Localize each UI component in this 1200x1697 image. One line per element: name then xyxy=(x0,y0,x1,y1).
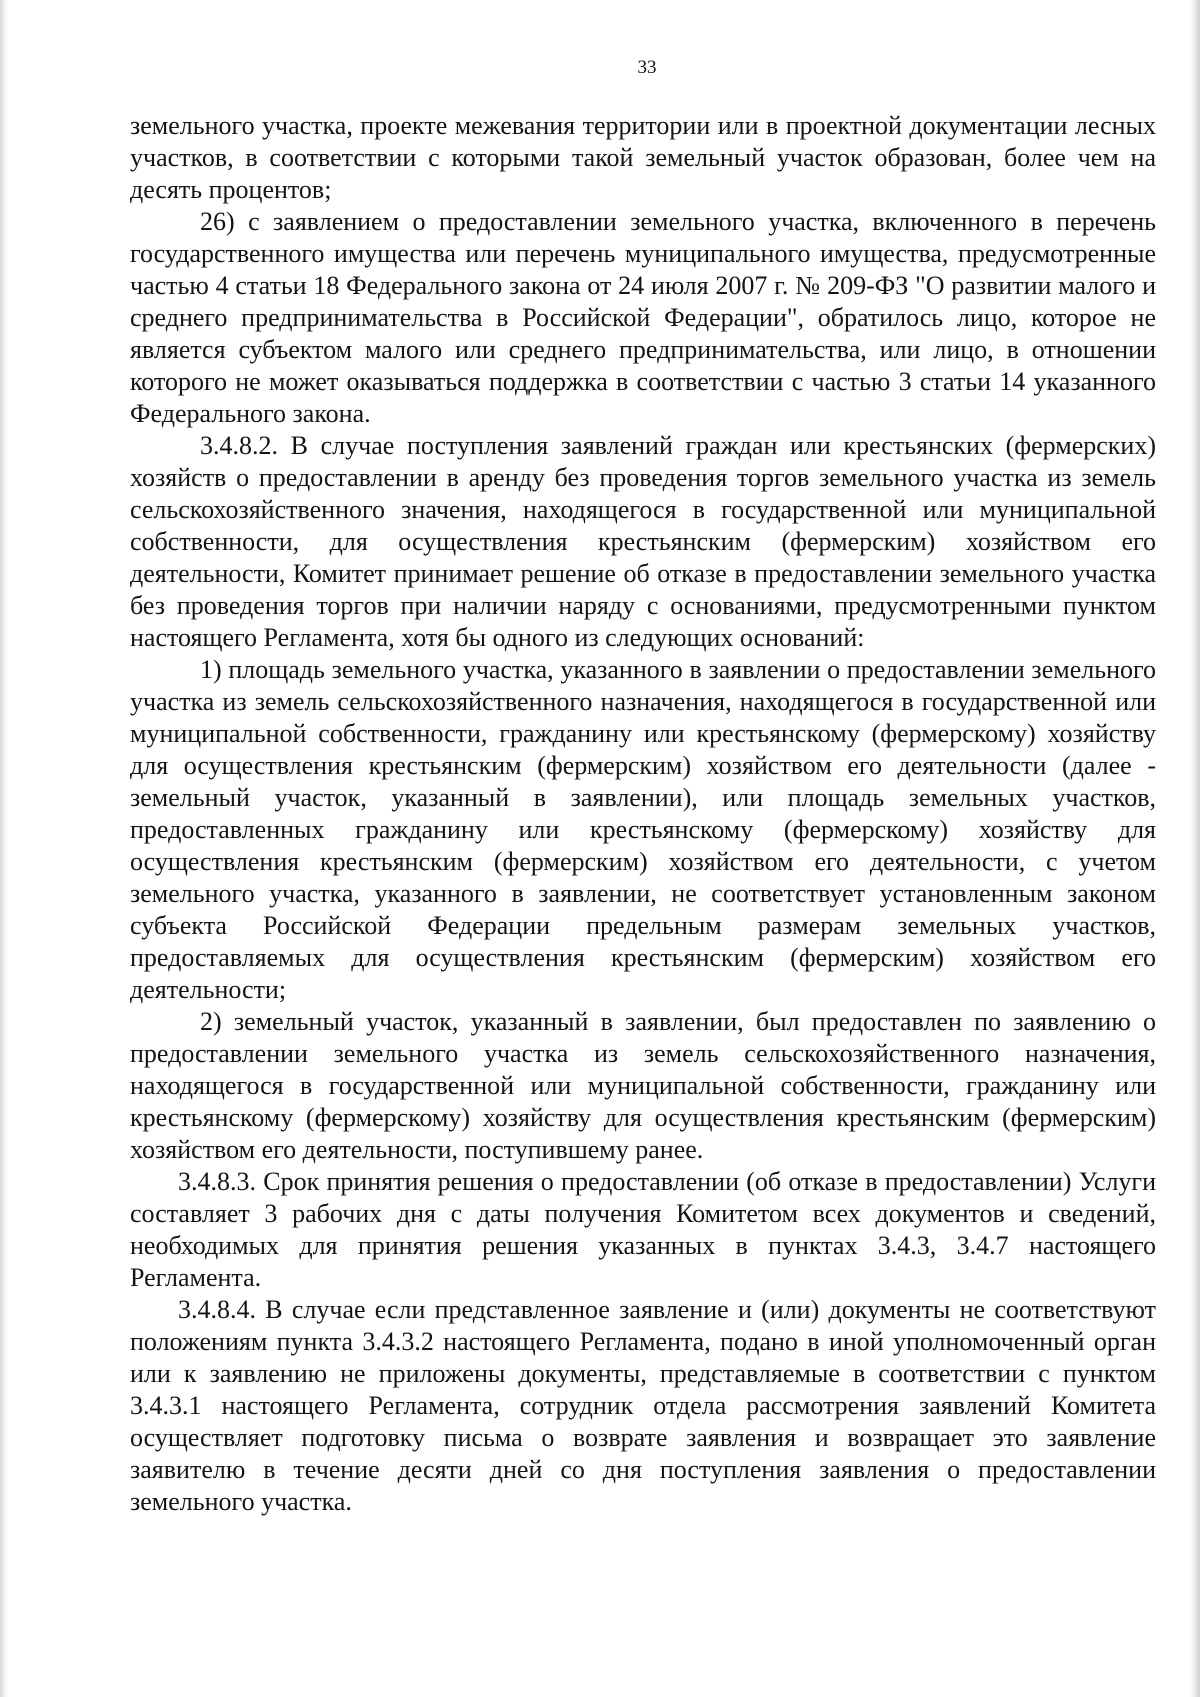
document-body xyxy=(130,110,1156,1518)
paragraph-item-2: 2) земельный участок, указанный в заявлении, был предоставлен по заявлению о предоставлении земельного участка из земель сельскохозяйственного назначения, находящегося в государственной или муниципальной собственности, гражданину или крестьянскому (фермерскому) хозяйству для осуществления крестьянским (фермерским) хозяйством его деятельности, поступившему ранее. xyxy=(130,1007,1156,1164)
paragraph-continuation: земельного участка, проекте межевания территории или в проектной документации лесных участков, в соответствии с которыми такой земельный участок образован, более чем на десять процентов; xyxy=(130,111,1156,204)
paragraph-item-26: 26) с заявлением о предоставлении земельного участка, включенного в перечень государственного имущества или перечень муниципального имущества, предусмотренные частью 4 статьи 18 Федерального закона от 24 июля 2007 г. № 209-ФЗ "О развитии малого и среднего предпринимательства в Российской Федерации", обратилось лицо, которое не является субъектом малого или среднего предпринимательства, или лицо, в отношении которого не может оказываться поддержка в соответствии с частью 3 статьи 14 указанного Федерального закона. xyxy=(130,207,1156,428)
paragraph-3-4-8-2: 3.4.8.2. В случае поступления заявлений граждан или крестьянских (фермерских) хозяйств о предоставлении в аренду без проведения торгов земельного участка из земель сельскохозяйственного значения, находящегося в государственной или муниципальной собственности, для осуществления крестьянским (фермерским) хозяйством его деятельности, Комитет принимает решение об отказе в предоставлении земельного участка без проведения торгов при наличии наряду с основаниями, предусмотренными пунктом настоящего Регламента, хотя бы одного из следующих оснований: xyxy=(130,431,1156,652)
scan-edge-left xyxy=(0,0,8,1697)
paragraph-item-1: 1) площадь земельного участка, указанного в заявлении о предоставлении земельного участка из земель сельскохозяйственного назначения, находящегося в государственной или муниципальной собственности, гражданину или крестьянскому (фермерскому) хозяйству для осуществления крестьянским (фермерским) хозяйством его деятельности (далее - земельный участок, указанный в заявлении), или площадь земельных участков, предоставленных гражданину или крестьянскому (фермерскому) хозяйству для осуществления крестьянским (фермерским) хозяйством его деятельности, с учетом земельного участка, указанного в заявлении, не соответствует установленным законом субъекта Российской Федерации предельным размерам земельных участков, предоставляемых для осуществления крестьянским (фермерским) хозяйством его деятельности; xyxy=(130,655,1156,1004)
paragraph-3-4-8-3: 3.4.8.3. Срок принятия решения о предоставлении (об отказе в предоставлении) Услуги составляет 3 рабочих дня с даты получения Комитетом всех документов и сведений, необходимых для принятия решения указанных в пунктах 3.4.3, 3.4.7 настоящего Регламента. xyxy=(130,1167,1156,1292)
paragraph-3-4-8-4: 3.4.8.4. В случае если представленное заявление и (или) документы не соответствуют положениям пункта 3.4.3.2 настоящего Регламента, подано в иной уполномоченный орган или к заявлению не приложены документы, представляемые в соответствии с пунктом 3.4.3.1 настоящего Регламента, сотрудник отдела рассмотрения заявлений Комитета осуществляет подготовку письма о возврате заявления и возвращает это заявление заявителю в течение десяти дней со дня поступления заявления о предоставлении земельного участка. xyxy=(130,1295,1156,1516)
page-number: 33 xyxy=(637,57,657,78)
scan-edge-right xyxy=(1190,0,1200,1697)
